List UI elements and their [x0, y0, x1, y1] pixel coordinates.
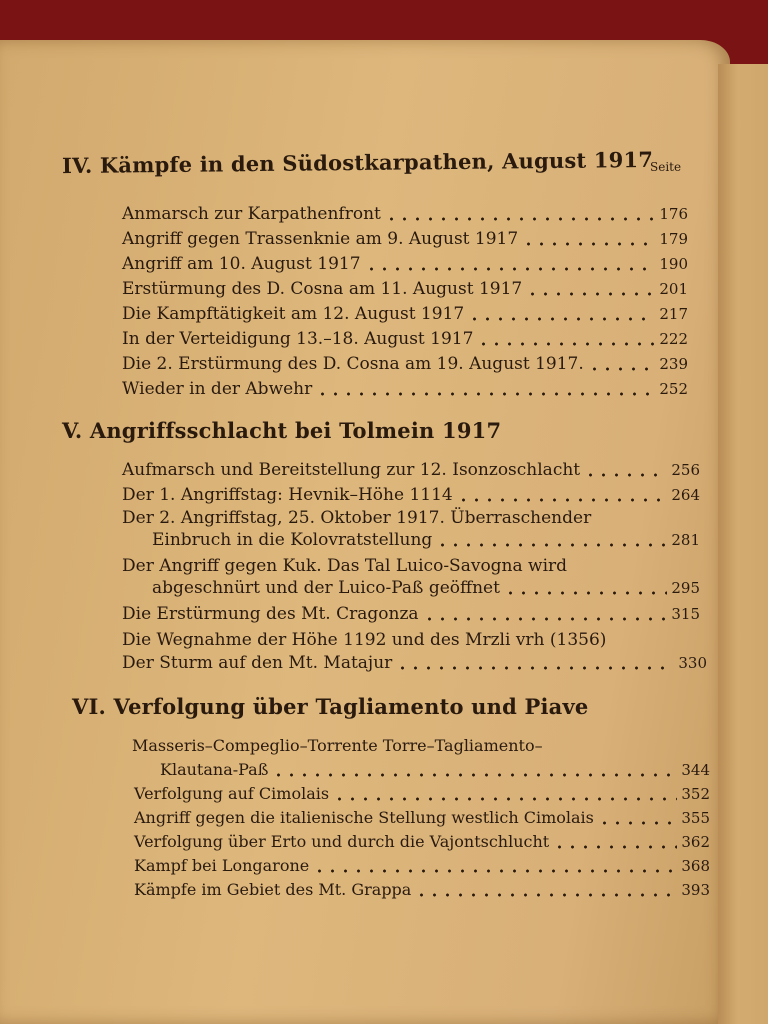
- entry-page: 179: [659, 230, 688, 248]
- entry-title: Angriff am 10. August 1917: [122, 254, 361, 274]
- dot-leader: [436, 543, 667, 547]
- toc-entry: [122, 329, 688, 351]
- dot-leader: [588, 367, 656, 371]
- entry-title-line: Der 2. Angriffstag, 25. Oktober 1917. Überraschender: [122, 508, 592, 528]
- dot-leader: [415, 893, 677, 897]
- dot-leader: [477, 342, 655, 346]
- entry-title: Die 2. Erstürmung des D. Cosna am 19. August 1917.: [122, 354, 584, 374]
- toc-entry: [122, 460, 700, 482]
- entry-title: Angriff gegen die italienische Stellung westlich Cimolais: [134, 808, 594, 827]
- toc-entry: [122, 379, 688, 401]
- section-heading: VI. Verfolgung über Tagliamento und Piave: [72, 694, 589, 719]
- toc-entry: [134, 784, 710, 806]
- entry-title-line: Masseris–Compeglio–Torrente Torre–Tagliamento–: [132, 736, 543, 755]
- toc-entry: [134, 856, 710, 878]
- entry-title: Angriff gegen Trassenknie am 9. August 1917: [122, 229, 519, 249]
- dot-leader: [457, 498, 668, 502]
- entry-page: 330: [678, 654, 707, 672]
- entry-page: 239: [659, 355, 688, 373]
- dot-leader: [526, 292, 655, 296]
- entry-page: 344: [681, 761, 710, 779]
- toc-entry: [152, 578, 700, 600]
- entry-page: 315: [671, 605, 700, 623]
- entry-page: 201: [659, 280, 688, 298]
- toc-entry: [122, 653, 707, 675]
- dot-leader: [504, 591, 667, 595]
- toc-entry: [122, 229, 688, 251]
- dot-leader: [333, 797, 677, 801]
- dot-leader: [313, 869, 677, 873]
- entry-title: Die Kampftätigkeit am 12. August 1917: [122, 304, 465, 324]
- section-heading: V. Angriffsschlacht bei Tolmein 1917: [62, 418, 502, 443]
- page-column-label: Seite: [650, 160, 682, 174]
- dot-leader: [584, 473, 667, 477]
- entry-title-line: Die Wegnahme der Höhe 1192 und des Mrzli vrh (1356): [122, 630, 607, 650]
- toc-entry: [160, 760, 710, 782]
- toc-entry: [134, 808, 710, 830]
- entry-page: 368: [681, 857, 710, 875]
- entry-title: Der Sturm auf den Mt. Matajur: [122, 653, 393, 673]
- entry-title: Wieder in der Abwehr: [122, 379, 313, 399]
- entry-title: Anmarsch zur Karpathenfront: [122, 204, 381, 224]
- entry-title: abgeschnürt und der Luico-Paß geöffnet: [152, 578, 500, 598]
- entry-page: 256: [671, 461, 700, 479]
- entry-title-line: Der Angriff gegen Kuk. Das Tal Luico-Savogna wird: [122, 556, 568, 576]
- entry-page: 222: [659, 330, 688, 348]
- toc-entry: [122, 279, 688, 301]
- entry-page: 252: [659, 380, 688, 398]
- dot-leader: [272, 773, 677, 777]
- toc-entry: [122, 604, 700, 626]
- entry-title: Aufmarsch und Bereitstellung zur 12. Isonzoschlacht: [122, 460, 581, 480]
- dot-leader: [468, 317, 655, 321]
- toc-entry: [134, 832, 710, 854]
- entry-page: 264: [671, 486, 700, 504]
- toc-entry: [122, 204, 688, 226]
- entry-page: 217: [659, 305, 688, 323]
- toc-entry: [122, 304, 688, 326]
- dot-leader: [553, 845, 677, 849]
- dot-leader: [396, 666, 674, 670]
- entry-page: 295: [671, 579, 700, 597]
- entry-title: In der Verteidigung 13.–18. August 1917: [122, 329, 474, 349]
- dot-leader: [522, 242, 655, 246]
- entry-title: Kämpfe im Gebiet des Mt. Grappa: [134, 880, 412, 899]
- entry-title: Einbruch in die Kolovratstellung: [152, 530, 433, 550]
- entry-page: 355: [681, 809, 710, 827]
- entry-title: Die Erstürmung des Mt. Cragonza: [122, 604, 419, 624]
- toc-entry: [152, 530, 700, 552]
- entry-page: 393: [681, 881, 710, 899]
- entry-page: 362: [681, 833, 710, 851]
- dot-leader: [385, 217, 656, 221]
- entry-title: Der 1. Angriffstag: Hevnik–Höhe 1114: [122, 485, 453, 505]
- entry-title: Verfolgung über Erto und durch die Vajontschlucht: [134, 832, 550, 851]
- toc-entry: [134, 880, 710, 902]
- entry-title: Klautana-Paß: [160, 760, 269, 779]
- dot-leader: [316, 392, 655, 396]
- toc-entry: [122, 485, 700, 507]
- entry-title: Kampf bei Longarone: [134, 856, 310, 875]
- entry-page: 281: [671, 531, 700, 549]
- toc-entry: [122, 354, 688, 376]
- entry-page: 190: [659, 255, 688, 273]
- entry-title: Verfolgung auf Cimolais: [134, 784, 330, 803]
- section-heading: IV. Kämpfe in den Südostkarpathen, August 1917: [61, 146, 654, 179]
- dot-leader: [423, 617, 668, 621]
- dot-leader: [598, 821, 678, 825]
- dot-leader: [365, 267, 656, 271]
- entry-page: 176: [659, 205, 688, 223]
- entry-title: Erstürmung des D. Cosna am 11. August 1917: [122, 279, 523, 299]
- toc-entry: [122, 254, 688, 276]
- entry-page: 352: [681, 785, 710, 803]
